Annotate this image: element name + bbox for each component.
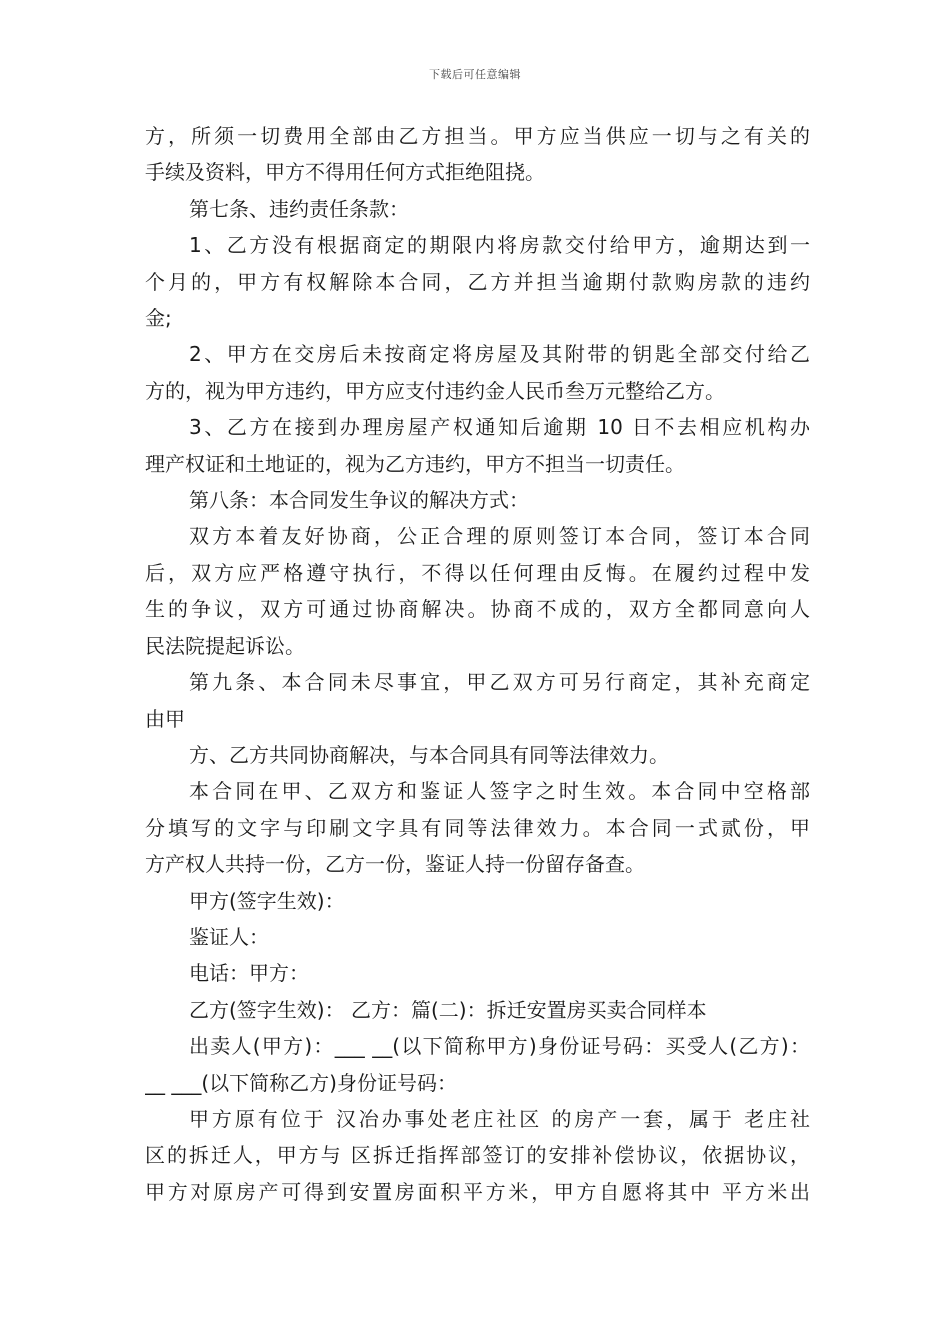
text-line: 甲方原有位于 汉冶办事处老庄社区 的房产一套，属于 老庄社 (189, 1106, 810, 1131)
text-line: 2、甲方在交房后未按商定将房屋及其附带的钥匙全部交付给乙 (189, 342, 810, 367)
text-line: 本合同在甲、乙双方和鉴证人签字之时生效。本合同中空格部 (189, 779, 810, 804)
signature-party-a: 甲方(签字生效)： (189, 888, 345, 913)
text-line: 甲方对原房产可得到安置房面积平方米，甲方自愿将其中 平方米出 (145, 1179, 810, 1204)
text-line: 民法院提起诉讼。 (145, 633, 305, 658)
text-line: 生的争议，双方可通过协商解决。协商不成的，双方全都同意向人 (145, 597, 810, 622)
text-line: 方，所须一切费用全部由乙方担当。甲方应当供应一切与之有关的 (145, 124, 810, 148)
text-line: 金; (145, 306, 172, 331)
text-line: 手续及资料，甲方不得用任何方式拒绝阻挠。 (145, 160, 545, 185)
text-line: 3、乙方在接到办理房屋产权通知后逾期 10 日不去相应机构办 (189, 415, 810, 440)
text-line: 分填写的文字与印刷文字具有同等法律效力。本合同一式贰份，甲 (145, 815, 810, 840)
signature-witness: 鉴证人： (189, 924, 269, 949)
phone-line: 电话：甲方： (189, 961, 309, 986)
text-line: 1、乙方没有根据商定的期限内将房款交付给甲方，逾期达到一 (189, 233, 810, 258)
text-line: 个月的，甲方有权解除本合同，乙方并担当逾期付款购房款的违约 (145, 269, 810, 294)
text-line: 由甲 (145, 706, 185, 731)
text-line: 方产权人共持一份，乙方一份，鉴证人持一份留存备查。 (145, 852, 645, 877)
seller-buyer-line: 出卖人(甲方)：___ __(以下简称甲方)身份证号码：买受人(乙方)： (189, 1034, 810, 1059)
text-line: 方的，视为甲方违约，甲方应支付违约金人民币叁万元整给乙方。 (145, 378, 725, 403)
section-heading-article-8: 第八条：本合同发生争议的解决方式： (189, 488, 529, 513)
page-header-note: 下载后可任意编辑 (429, 68, 521, 81)
text-line: 双方本着友好协商，公正合理的原则签订本合同，签订本合同 (189, 524, 810, 549)
section-heading-article-7: 第七条、违约责任条款： (189, 196, 409, 221)
contract-body (145, 118, 810, 1210)
text-line: 理产权证和土地证的，视为乙方违约，甲方不担当一切责任。 (145, 451, 685, 476)
text-line: 后，双方应严格遵守执行，不得以任何理由反悔。在履约过程中发 (145, 560, 810, 585)
signature-party-b: 乙方(签字生效)： 乙方：篇(二)：拆迁安置房买卖合同样本 (189, 997, 707, 1022)
text-line: __ ___(以下简称乙方)身份证号码： (145, 1070, 457, 1095)
section-heading-article-9: 第九条、本合同未尽事宜，甲乙双方可另行商定，其补充商定 (189, 670, 810, 695)
text-line: 方、乙方共同协商解决，与本合同具有同等法律效力。 (189, 742, 669, 767)
text-line: 区的拆迁人，甲方与 区拆迁指挥部签订的安排补偿协议，依据协议， (145, 1143, 810, 1168)
